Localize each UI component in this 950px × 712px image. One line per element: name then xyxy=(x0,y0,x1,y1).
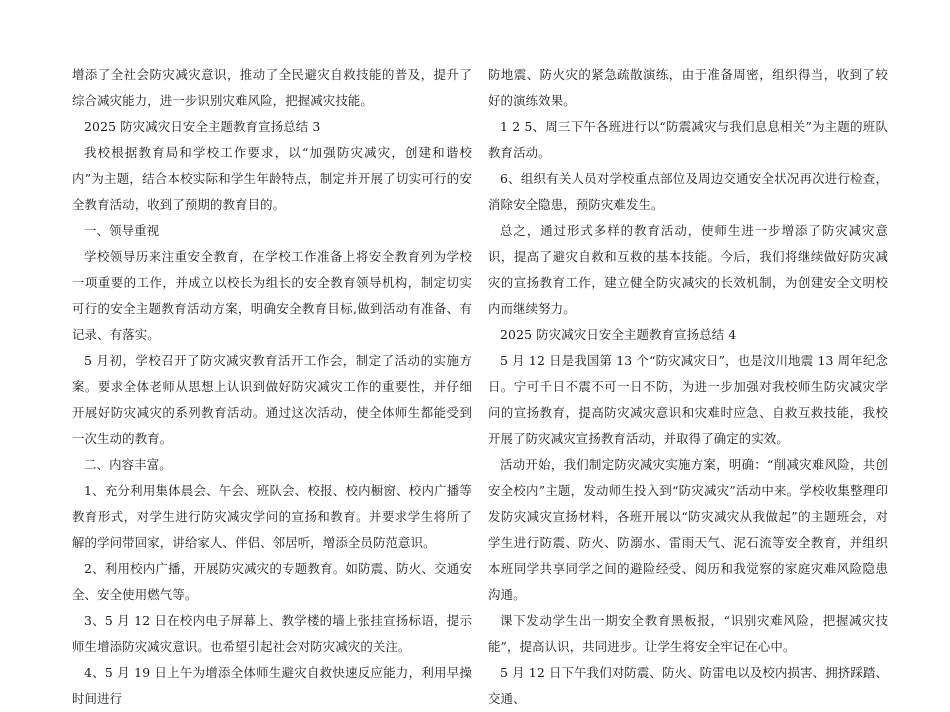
paragraph: 6、组织有关人员对学校重点部位及周边交通安全状况再次进行检查，消除安全隐患，预防灾难发生。 xyxy=(488,171,888,212)
section-heading: 2025 防灾减灾日安全主题教育宣扬总结 4 xyxy=(500,327,737,342)
paragraph: 5 月 12 日是我国第 13 个“防灾减灾日”，也是汶川地震 13 周年纪念日。宁可千日不震不可一日不防，为进一步加强对我校师生防灾减灾学问的宣扬教育，提高防灾减灾意识和灾难时应急、自救互救技能，我校开展了防灾减灾宣扬教育活动，并取得了确定的实效。 xyxy=(488,353,888,446)
paragraph: 1、充分利用集体晨会、午会、班队会、校报、校内橱窗、校内广播等教育形式，对学生进行防灾减灾学问的宣扬和教育。并要求学生将所了解的学问带回家，讲给家人、伴侣、邻居听，增添全员防范意识。 xyxy=(72,483,472,550)
paragraph: 5 月 12 日下午我们对防震、防火、防雷电以及校内损害、拥挤踩踏、交通、 xyxy=(488,665,888,706)
section-heading: 2025 防灾减灾日安全主题教育宣扬总结 3 xyxy=(84,119,321,134)
paragraph: 活动开始，我们制定防灾减灾实施方案，明确：“削减灾难风险，共创安全校内”主题，发动师生投入到“防灾减灾”活动中来。学校收集整理印发防灾减灾宣扬材料，各班开展以“防灾减灾从我做起”的主题班会，对学生进行防震、防火、防溺水、雷雨天气、泥石流等安全教育，并组织本班同学共享同学之间的避险经受、阅历和我觉察的家庭灾难风险隐患沟通。 xyxy=(488,457,888,602)
paragraph: 总之，通过形式多样的教育活动，使师生进一步增添了防灾减灾意识，提高了避灾自救和互救的基本技能。今后，我们将继续做好防灾减灾的宣扬教育工作，建立健全防灾减灾的长效机制，为创建安全文明校内而继续努力。 xyxy=(488,223,888,316)
paragraph: 我校根据教育局和学校工作要求，以“加强防灾减灾，创建和谐校内”为主题，结合本校实际和学生年龄特点，制定并开展了切实可行的安全教育活动，收到了预期的教育目的。 xyxy=(72,145,472,212)
left-column xyxy=(72,62,472,712)
right-column xyxy=(488,62,888,712)
paragraph: 防地震、防火灾的紧急疏散演练，由于准备周密，组织得当，收到了较好的演练效果。 xyxy=(488,67,888,108)
paragraph: 3、5 月 12 日在校内电子屏幕上、教学楼的墙上张挂宣扬标语，提示师生增添防灾减灾意识。也希望引起社会对防灾减灾的关注。 xyxy=(72,613,472,654)
paragraph: 4、5 月 19 日上午为增添全体师生避灾自救快速反应能力，利用早操时间进行 xyxy=(72,665,472,706)
paragraph: 学校领导历来注重安全教育，在学校工作准备上将安全教育列为学校一项重要的工作，并成立以校长为组长的安全教育领导机构，制定切实可行的安全主题教育活动方案，明确安全教育目标,做到活动有准备、有记录、有落实。 xyxy=(72,249,472,342)
section-heading: 二、内容丰富。 xyxy=(84,457,172,472)
paragraph: 2、利用校内广播，开展防灾减灾的专题教育。如防震、防火、交通安全、安全使用燃气等。 xyxy=(72,561,472,602)
paragraph: 课下发动学生出一期安全教育黑板报，“识别灾难风险，把握减灾技能”，提高认识，共同进步。让学生将安全牢记在心中。 xyxy=(488,613,888,654)
paragraph: 5 月初，学校召开了防灾减灾教育活开工作会，制定了活动的实施方案。要求全体老师从思想上认识到做好防灾减灾工作的重要性，并仔细开展好防灾减灾的系列教育活动。通过这次活动，使全体师生都能受到一次生动的教育。 xyxy=(72,353,472,446)
paragraph: 增添了全社会防灾减灾意识，推动了全民避灾自救技能的普及，提升了综合减灾能力，进一步识别灾难风险，把握减灾技能。 xyxy=(72,67,472,108)
section-heading: 一、领导重视 xyxy=(84,223,160,238)
paragraph: 1 2 5、周三下午各班进行以“防震减灾与我们息息相关”为主题的班队教育活动。 xyxy=(488,119,888,160)
